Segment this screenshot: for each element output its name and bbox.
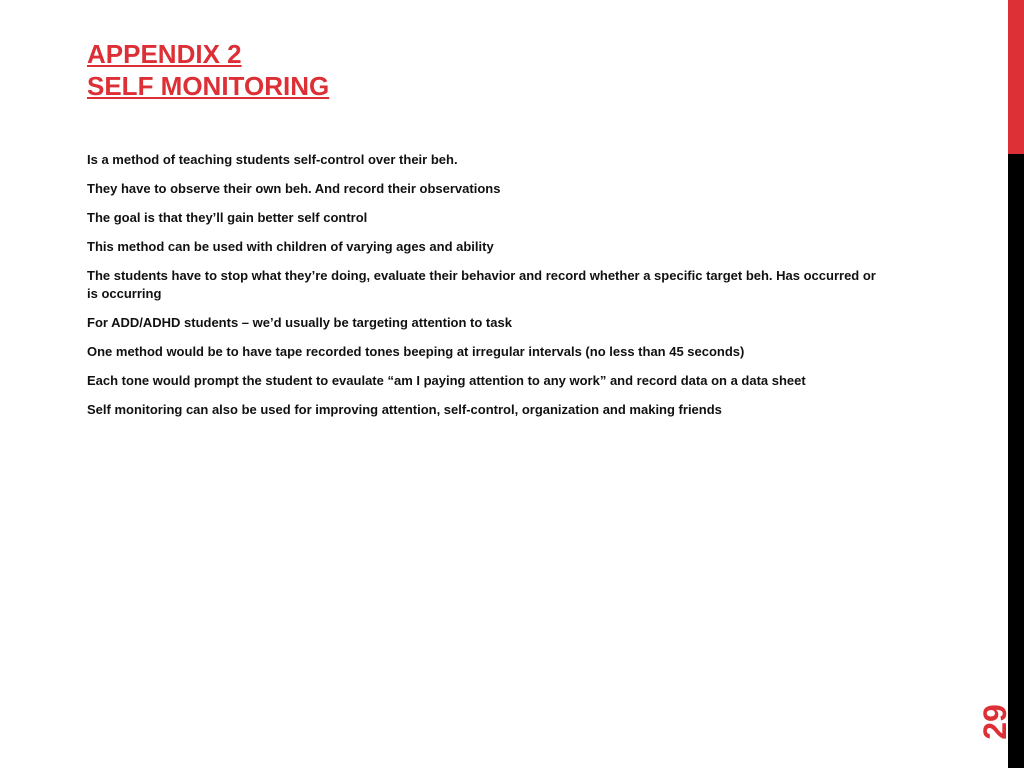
sidebar-dark-bar [1008,154,1024,768]
bullet-item: They have to observe their own beh. And record their observations [87,181,501,196]
sidebar-accent-bar [1008,0,1024,154]
slide-title [87,38,329,102]
bullet-item: For ADD/ADHD students – we’d usually be targeting attention to task [87,315,512,330]
bullet-item: The students have to stop what they’re doing, evaluate their behavior and record whether a specific target beh. Has occurred or is occurring [87,268,876,301]
bullet-item: Each tone would prompt the student to evaulate “am I paying attention to any work” and record data on a data sheet [87,373,806,388]
page-number [975,700,1015,744]
page-number-label: 29 [977,704,1013,740]
slide-title-line-2: SELF MONITORING [87,71,330,101]
bullet-item: This method can be used with children of varying ages and ability [87,239,494,254]
bullet-item: Is a method of teaching students self-control over their beh. [87,152,458,167]
bullet-list [87,151,887,430]
slide-title-line-1: APPENDIX 2 [87,39,242,69]
bullet-item: One method would be to have tape recorded tones beeping at irregular intervals (no less than 45 seconds) [87,344,745,359]
bullet-item: The goal is that they’ll gain better self control [87,210,368,225]
bullet-item: Self monitoring can also be used for improving attention, self-control, organization and making friends [87,402,722,417]
